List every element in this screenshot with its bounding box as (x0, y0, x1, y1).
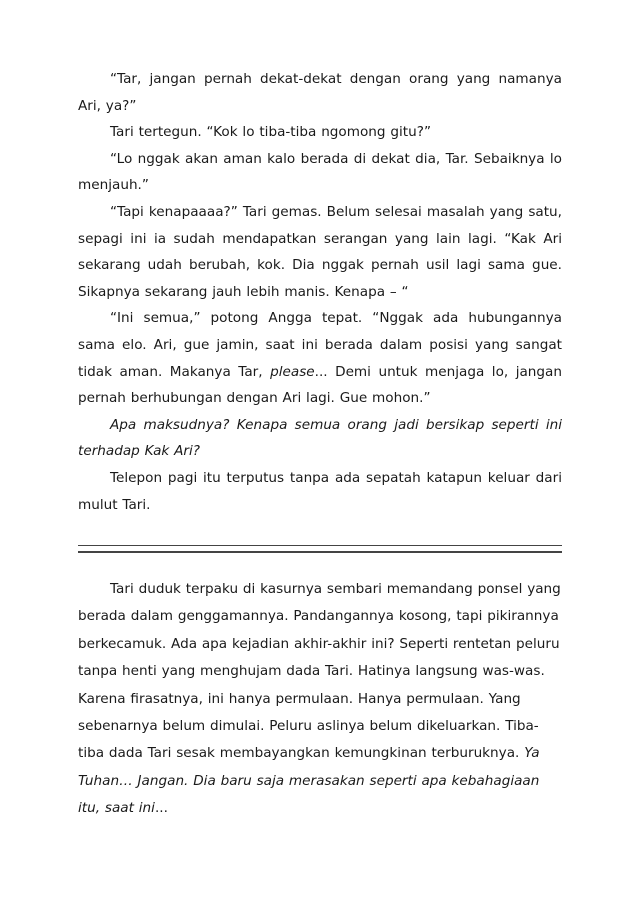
section1-1-run-1: “Tar, jangan pernah dekat-dekat dengan orang yang namanya Ari, ya?” (78, 71, 562, 114)
section2-1-run-1: Tari duduk terpaku di kasurnya sembari memandang ponsel yang berada dalam genggamannya. Pandangannya kosong, tapi pikirannya berkecamuk. Ada apa kejadian akhir-akhir ini? Seperti rentetan peluru tanpa henti yang menghujam dada Tari. Hatinya langsung was-was. Karena firasatnya, ini hanya permulaan. Hanya permulaan. Yang sebenarnya belum dimulai. Peluru aslinya belum dikeluarkan. Tiba-tiba dada Tari sesak membayangkan kemungkinan terburuknya. (78, 581, 561, 762)
section1-6-run-1: Apa maksudnya? Kenapa semua orang jadi bersikap seperti ini terhadap Kak Ari? (78, 416, 562, 460)
section1-2-run-1: Tari tertegun. “Kok lo tiba-tiba ngomong gitu?” (110, 124, 431, 141)
section1-4-run-1: “Tapi kenapaaaa?” Tari gemas. Belum selesai masalah yang satu, sepagi ini ia sudah mendapatkan serangan yang lain lagi. “Kak Ari sekarang udah berubah, kok. Dia nggak pernah usil lagi sama gue. Sikapnya sekarang jauh lebih manis. Kenapa – “ (78, 203, 562, 300)
paragraph-4 (78, 199, 562, 305)
paragraph-6 (78, 412, 562, 465)
paragraph-3 (78, 146, 562, 199)
paragraph-8 (78, 576, 562, 823)
section-one (78, 66, 562, 518)
section2-1-run-3: ... (154, 800, 168, 817)
section1-3-run-1: “Lo nggak akan aman kalo berada di dekat dia, Tar. Sebaiknya lo menjauh.” (78, 150, 562, 194)
section1-5-run-3: ... Demi untuk menjaga lo, jangan pernah berhubungan dengan Ari lagi. Gue mohon.” (78, 363, 563, 407)
section1-5-run-1: “Ini semua,” potong Angga tepat. “Nggak ada hubungannya sama elo. Ari, gue jamin, saat ini berada dalam posisi yang sangat tidak aman. Makanya Tar, (78, 310, 562, 380)
paragraph-5 (78, 305, 562, 411)
paragraph-2 (78, 119, 562, 146)
section1-7-run-1: Telepon pagi itu terputus tanpa ada sepatah katapun keluar dari mulut Tari. (78, 469, 562, 513)
section-two (78, 576, 562, 823)
section-divider (78, 545, 562, 553)
paragraph-7 (78, 465, 562, 518)
section1-5-run-2: please (270, 363, 315, 380)
section2-1-run-2: Ya Tuhan… Jangan. Dia baru saja merasakan seperti apa kebahagiaan itu, saat ini (78, 745, 540, 817)
paragraph-1 (78, 66, 562, 119)
